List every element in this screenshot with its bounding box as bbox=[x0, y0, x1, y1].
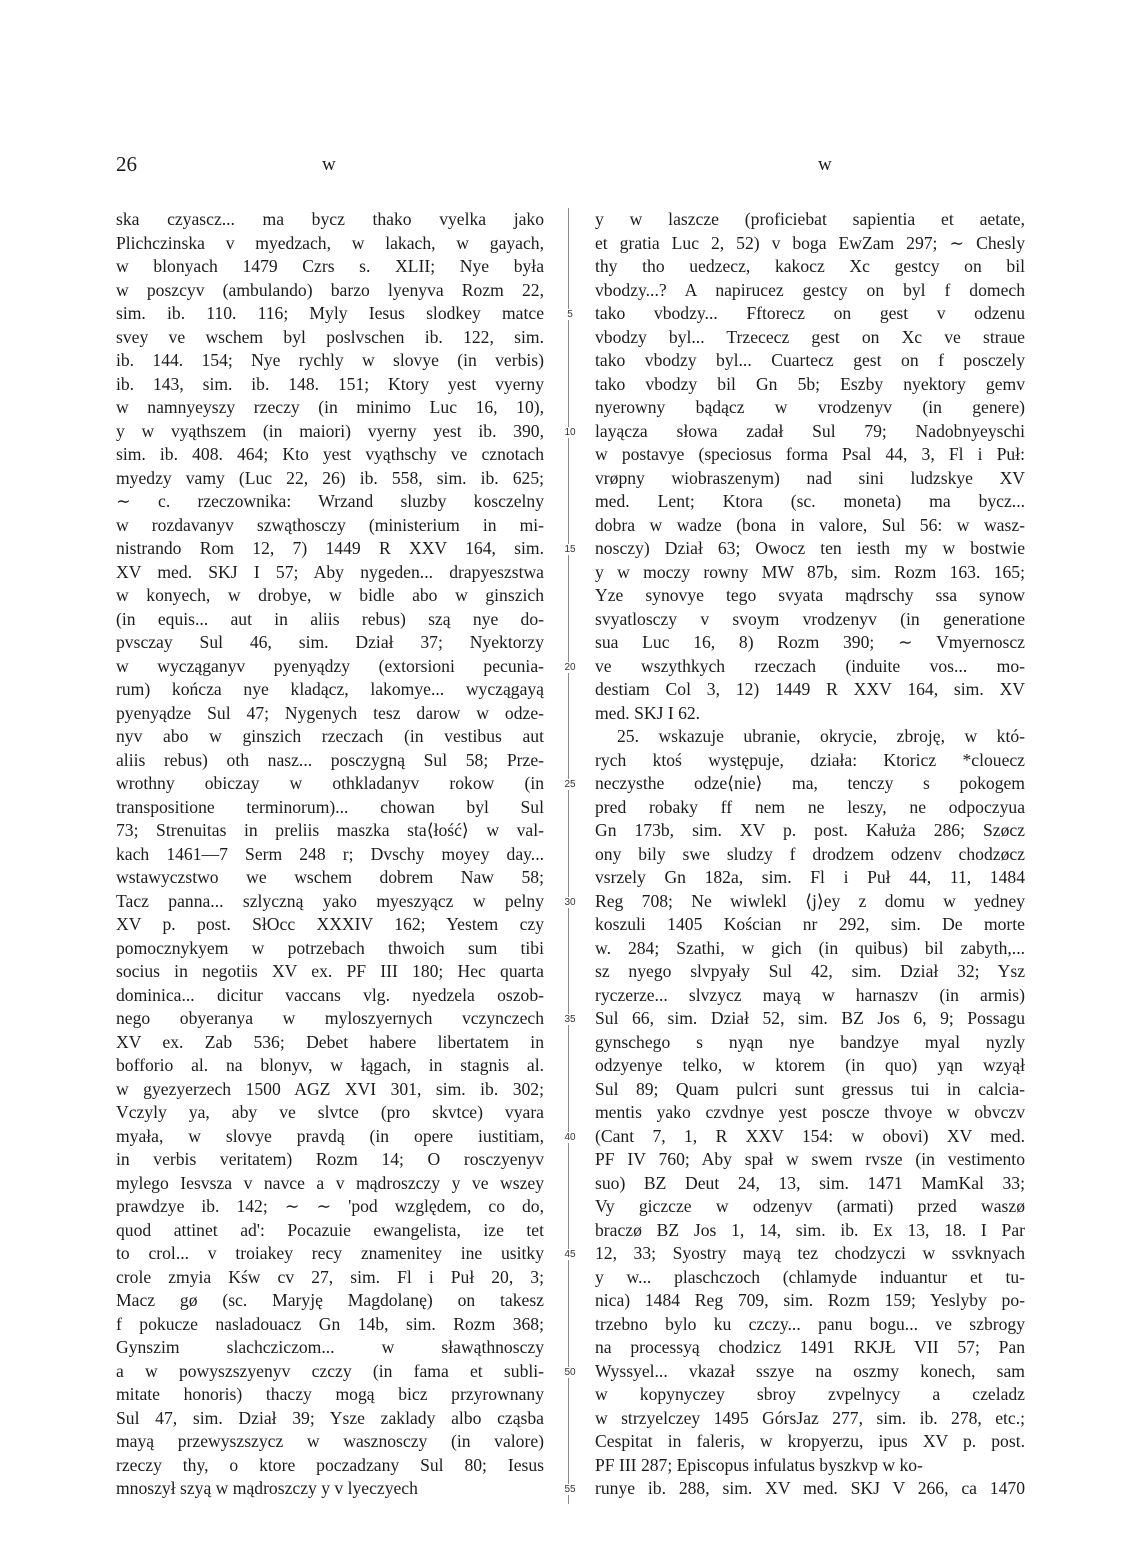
text-line: braczø BZ Jos 1, 14, sim. ib. Ex 13, 18. I Par bbox=[595, 1219, 1025, 1240]
text-line: sim. ib. 110. 116; Myly Iesus slodkey matce bbox=[116, 303, 544, 323]
text-line: rum) kończa nye kladącz, lakomye... wyczągayą bbox=[116, 679, 544, 699]
text-line: vbodzy byl... Trzececz gest on Xc ve straue bbox=[595, 326, 1025, 347]
left-column bbox=[116, 208, 544, 1501]
text-line: rzeczy thy, o ktore poczadzany Sul 80; Iesus bbox=[116, 1454, 544, 1475]
text-line: dobra w wadze (bona in valore, Sul 56: w wasz- bbox=[595, 514, 1025, 535]
line-number: 5 bbox=[560, 309, 580, 320]
text-line: bofforio al. na blonyv, w łągach, in stagnis al. bbox=[116, 1055, 544, 1075]
text-line: mylego Iesvsza v navce a v mądroszczy y ve wszey bbox=[116, 1172, 544, 1193]
text-line: 12, 33; Syostry mayą tez chodzyczi w ssvknyach bbox=[595, 1243, 1025, 1263]
text-line: 25. wskazuje ubranie, okrycie, zbroję, w któ- bbox=[617, 726, 1025, 746]
text-line: neczysthe odze⟨nie⟩ ma, tenczy s pokogem bbox=[595, 773, 1025, 793]
text-line: sz nyego slvpyały Sul 42, sim. Dział 32; Ysz bbox=[595, 961, 1025, 981]
text-line: Gn 173b, sim. XV p. post. Kałuża 286; Szøcz bbox=[595, 820, 1025, 840]
text-line: pvsczay Sul 46, sim. Dział 37; Nyektorzy bbox=[116, 632, 544, 652]
line-number: 30 bbox=[560, 897, 580, 908]
text-line: to crol... v troiakey recy znamenitey ine usitky bbox=[116, 1243, 544, 1263]
line-number: 20 bbox=[560, 662, 580, 673]
text-line: XV p. post. SłOcc XXXIV 162; Yestem czy bbox=[116, 914, 544, 934]
text-line: in verbis veritatem) Rozm 14; O rosczyenyv bbox=[116, 1149, 544, 1169]
right-headword: w bbox=[818, 154, 832, 175]
text-line: w blonyach 1479 Czrs s. XLII; Nye była bbox=[116, 256, 544, 276]
text-line: ska czyascz... ma bycz thako vyelka jako bbox=[116, 209, 544, 229]
line-number: 35 bbox=[560, 1014, 580, 1025]
line-number: 25 bbox=[560, 779, 580, 790]
text-line: w konyech, w drobye, w bidle abo w ginszich bbox=[116, 585, 544, 605]
text-line: Cespitat in faleris, w kropyerzu, ipus XV p. post. bbox=[595, 1431, 1025, 1451]
text-line: ib. 143, sim. ib. 148. 151; Ktory yest vyerny bbox=[116, 373, 544, 394]
text-line: svey ve wschem byl poslvschen ib. 122, sim. bbox=[116, 326, 544, 347]
text-line: PF IV 760; Aby spał w swem rvsze (in vestimento bbox=[595, 1149, 1025, 1169]
text-line: suo) BZ Deut 24, 13, sim. 1471 MamKal 33; bbox=[595, 1172, 1025, 1193]
text-line: nego obyeranya w myloszyernych vczynczech bbox=[116, 1008, 544, 1028]
line-number: 45 bbox=[560, 1249, 580, 1260]
left-headword: w bbox=[322, 154, 336, 175]
text-line: gynschego s nyąn nye bandzye myal nyzly bbox=[595, 1031, 1025, 1052]
text-line: w kopynyczey sbroy zvpelnycy a czeladz bbox=[595, 1384, 1025, 1404]
text-line: (Cant 7, 1, R XXV 154: w obovi) XV med. bbox=[595, 1125, 1025, 1146]
text-line: Macz gø (sc. Maryję Magdolanę) on takesz bbox=[116, 1290, 544, 1310]
text-line: pred robaky ff nem ne leszy, ne odpoczyua bbox=[595, 796, 1025, 817]
text-line: pyenyądze Sul 47; Nygenych tesz darow w odze- bbox=[116, 702, 544, 723]
text-line: XV ex. Zab 536; Debet habere libertatem in bbox=[116, 1031, 544, 1052]
text-line: vsrzely Gn 182a, sim. Fl i Puł 44, 11, 1484 bbox=[595, 867, 1025, 887]
text-line: vrøpny wiobraszenym) nad sini ludzskye XV bbox=[595, 467, 1025, 488]
column-divider bbox=[568, 208, 569, 1504]
right-column bbox=[595, 208, 1025, 1501]
text-line: mentis yako czvdnye yest poscze thvoye w obvczv bbox=[595, 1102, 1025, 1122]
text-line: Plichczinska v myedzach, w lakach, w gayach, bbox=[116, 232, 544, 253]
text-line: Yze synovye tego svyata mądrschy ssa synow bbox=[595, 585, 1025, 605]
page-number: 26 bbox=[116, 152, 137, 176]
text-line: w gyezyerzech 1500 AGZ XVI 301, sim. ib. 302; bbox=[116, 1078, 544, 1099]
text-line: rych ktoś występuje, działa: Ktoricz *clouecz bbox=[595, 749, 1025, 770]
text-line: Sul 47, sim. Dział 39; Ysze zaklady albo cząsba bbox=[116, 1407, 544, 1428]
text-line: Reg 708; Ne wiwlekl ⟨j⟩ey z domu w yedney bbox=[595, 890, 1025, 911]
text-line: ryczerze... slvzycz mayą w harnaszv (in armis) bbox=[595, 984, 1025, 1005]
text-line: svyatlosczy v svoym vrodzenyv (in generatione bbox=[595, 608, 1025, 629]
text-line: prawdzye ib. 142; ∼ ∼ 'pod względem, co do, bbox=[116, 1196, 544, 1216]
text-line: nistrando Rom 12, 7) 1449 R XXV 164, sim. bbox=[116, 538, 544, 558]
text-line: sim. ib. 408. 464; Kto yest vyąthschy ve cznotach bbox=[116, 444, 544, 464]
text-line: w postavye (speciosus forma Psal 44, 3, Fl i Puł: bbox=[595, 444, 1025, 464]
text-line: PF III 287; Episcopus infulatus byszkvp w ko- bbox=[595, 1454, 923, 1475]
text-line: nyv abo w ginszich rzeczach (in vestibus aut bbox=[116, 726, 544, 746]
text-line: trzebno bylo ku czczy... panu bogu... ve szbrogy bbox=[595, 1313, 1025, 1334]
text-line: nosczy) Dział 63; Owocz ten iesth my w bostwie bbox=[595, 538, 1025, 558]
text-line: f pokucze nasladouacz Gn 14b, sim. Rozm 368; bbox=[116, 1313, 544, 1334]
text-line: Tacz panna... szlyczną yako myeszyącz w pelny bbox=[116, 890, 544, 911]
text-line: myała, w slovye pravdą (in opere iustitiam, bbox=[116, 1125, 544, 1146]
text-line: ∼ c. rzeczownika: Wrzand sluzby kosczelny bbox=[116, 491, 544, 511]
text-line: y w laszcze (proficiebat sapientia et aetate, bbox=[595, 209, 1025, 229]
text-line: aliis rebus) oth nasz... posczygną Sul 58; Prze- bbox=[116, 749, 544, 770]
text-line: Sul 66, sim. Dział 52, sim. BZ Jos 6, 9; Possagu bbox=[595, 1008, 1025, 1028]
text-line: w strzyelczey 1495 GórsJaz 277, sim. ib. 278, etc.; bbox=[595, 1407, 1025, 1428]
text-line: w. 284; Szathi, w gich (in quibus) bil zabyth,... bbox=[595, 937, 1025, 958]
text-line: Wyssyel... vkazał sszye na oszmy konech, sam bbox=[595, 1360, 1025, 1381]
text-line: y w... plaschczoch (chlamyde induantur et tu- bbox=[595, 1266, 1025, 1287]
text-line: (in equis... aut in aliis rebus) szą nye do- bbox=[116, 608, 544, 629]
text-line: vbodzy...? A napirucez gestcy on byl f domech bbox=[595, 279, 1025, 300]
text-line: w wycząganyv pyenyądzy (extorsioni pecunia- bbox=[116, 655, 544, 676]
line-number: 55 bbox=[560, 1484, 580, 1495]
text-line: tako vbodzy byl... Cuartecz gest on f posczely bbox=[595, 350, 1025, 370]
text-line: tako vbodzy... Fftorecz on gest v odzenu bbox=[595, 303, 1025, 323]
text-line: y w moczy rowny MW 87b, sim. Rozm 163. 165; bbox=[595, 561, 1025, 582]
text-line: w namnyeyszy rzeczy (in minimo Luc 16, 10), bbox=[116, 397, 544, 417]
text-line: med. SKJ I 62. bbox=[595, 702, 701, 723]
text-line: nica) 1484 Reg 709, sim. Rozm 159; Yeslyby po- bbox=[595, 1290, 1025, 1310]
text-line: w poszcyv (ambulando) barzo lyenyva Rozm 22, bbox=[116, 279, 544, 300]
text-line: Gynszim slachcziczom... w sławąthnosczy bbox=[116, 1337, 544, 1357]
text-line: mitate honoris) thaczy mogą bicz przyrownany bbox=[116, 1384, 544, 1404]
text-line: tako vbodzy bil Gn 5b; Eszby nyektory gemv bbox=[595, 373, 1025, 394]
text-line: sua Luc 16, 8) Rozm 390; ∼ Vmyernoscz bbox=[595, 632, 1025, 652]
text-line: nyerowny bądącz w vrodzenyv (in genere) bbox=[595, 397, 1025, 417]
text-line: ib. 144. 154; Nye rychly w slovye (in verbis) bbox=[116, 350, 544, 370]
text-line: socius in negotiis XV ex. PF III 180; Hec quarta bbox=[116, 961, 544, 981]
line-number: 40 bbox=[560, 1132, 580, 1143]
text-line: mayą przewyszszycz w wasznosczy (in valore) bbox=[116, 1431, 544, 1451]
text-line: koszuli 1405 Kościan nr 292, sim. De morte bbox=[595, 914, 1025, 934]
text-line: Sul 89; Quam pulcri sunt gressus tui in calcia- bbox=[595, 1078, 1025, 1099]
text-line: na processyą chodzicz 1491 RKJŁ VII 57; Pan bbox=[595, 1337, 1025, 1357]
text-line: a w powyszszyenyv czczy (in fama et subli- bbox=[116, 1360, 544, 1381]
line-number: 15 bbox=[560, 544, 580, 555]
text-line: w rozdavanyv szwąthosczy (ministerium in mi- bbox=[116, 514, 544, 535]
running-header bbox=[0, 152, 1130, 182]
text-line: wrothny obiczay w othkladanyv rokow (in bbox=[116, 773, 544, 793]
text-line: crole zmyia Kśw cv 27, sim. Fl i Puł 20, 3; bbox=[116, 1266, 544, 1287]
text-line: quod attinet ad': Pocazuie ewangelista, ize tet bbox=[116, 1219, 544, 1240]
text-line: med. Lent; Ktora (sc. moneta) ma bycz... bbox=[595, 491, 1025, 511]
text-line: thy tho uedzecz, kakocz Xc gestcy on bil bbox=[595, 256, 1025, 276]
text-line: 73; Strenuitas in preliis maszka sta⟨łość⟩ w val- bbox=[116, 820, 544, 840]
text-line: pomocznykyem w potrzebach thwoich sum tibi bbox=[116, 937, 544, 958]
text-line: myedzy vamy (Luc 22, 26) ib. 558, sim. ib. 625; bbox=[116, 467, 544, 488]
text-line: destiam Col 3, 12) 1449 R XXV 164, sim. XV bbox=[595, 679, 1025, 699]
text-line: odzyenye telko, w ktorem (in quo) yąn wzyął bbox=[595, 1055, 1025, 1075]
text-line: dominica... dicitur vaccans vlg. nyedzela oszob- bbox=[116, 984, 544, 1005]
text-line: Vczyly ya, aby ve slvtce (pro skvtce) vyara bbox=[116, 1102, 544, 1122]
text-line: XV med. SKJ I 57; Aby nygeden... drapyeszstwa bbox=[116, 561, 544, 582]
text-line: mnoszył szyą w mądroszczy y v lyeczyech bbox=[116, 1478, 418, 1498]
text-line: layącza słowa zadał Sul 79; Nadobnyeyschi bbox=[595, 420, 1025, 441]
text-line: kach 1461—7 Serm 248 r; Dvschy moyey day... bbox=[116, 843, 544, 864]
text-line: wstawyczstwo we wschem dobrem Naw 58; bbox=[116, 867, 544, 887]
text-line: runye ib. 288, sim. XV med. SKJ V 266, ca 1470 bbox=[595, 1478, 1025, 1498]
text-line: ony bily swe sludzy f drodzem odzenv chodzøcz bbox=[595, 843, 1025, 864]
text-line: y w vyąthszem (in maiori) vyerny yest ib. 390, bbox=[116, 420, 544, 441]
text-line: Vy giczcze w odzenyv (armati) przed waszø bbox=[595, 1196, 1025, 1216]
text-line: transpositione terminorum)... chowan byl Sul bbox=[116, 796, 544, 817]
text-line: ve wszythkych rzeczach (induite vos... mo- bbox=[595, 655, 1025, 676]
line-number: 50 bbox=[560, 1367, 580, 1378]
text-line: et gratia Luc 2, 52) v boga EwZam 297; ∼ Chesly bbox=[595, 232, 1025, 253]
line-number: 10 bbox=[560, 427, 580, 438]
